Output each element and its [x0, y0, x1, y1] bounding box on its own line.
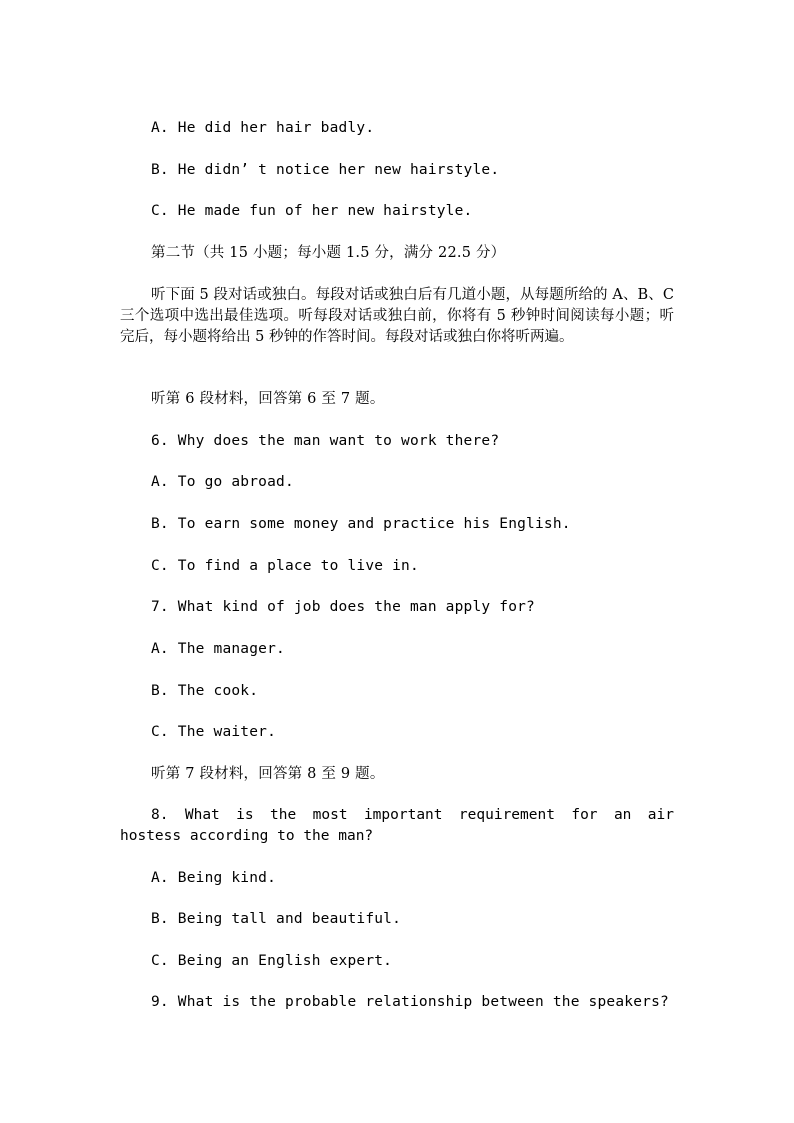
option-c-q5: C. He made fun of her new hairstyle.	[151, 203, 473, 219]
section-heading: 第二节（共 15 小题；每小题 1.5 分，满分 22.5 分）	[151, 245, 506, 261]
option-a-q8: A. Being kind.	[151, 870, 277, 886]
option-b-q8: B. Being tall and beautiful.	[151, 911, 402, 927]
option-c-q6: C. To find a place to live in.	[151, 558, 419, 574]
option-a-q5: A. He did her hair badly.	[151, 120, 375, 136]
section-instructions: 听下面 5 段对话或独白。每段对话或独白后有几道小题，从每题所给的 A、B、C 三个选项中选出最佳选项。听每段对话或独白前，你将有 5 秒钟时间阅读每小题；听完后，每小题将给出 5 秒钟的作答时间。每段对话或独白你将听两遍。	[120, 287, 674, 345]
option-a-q6: A. To go abroad.	[151, 474, 294, 490]
question-9: 9. What is the probable relationship between the speakers?	[151, 994, 669, 1010]
option-b-q6: B. To earn some money and practice his English.	[151, 516, 571, 532]
material-6-heading: 听第 6 段材料，回答第 6 至 7 题。	[151, 391, 385, 407]
question-7: 7. What kind of job does the man apply for?	[151, 599, 535, 615]
material-7-heading: 听第 7 段材料，回答第 8 至 9 题。	[151, 766, 385, 782]
option-c-q8: C. Being an English expert.	[151, 953, 393, 969]
question-8: 8. What is the most important requirement for an air hostess according to the man?	[120, 807, 674, 844]
option-a-q7: A. The manager.	[151, 641, 285, 657]
question-6: 6. Why does the man want to work there?	[151, 433, 500, 449]
option-c-q7: C. The waiter.	[151, 724, 277, 740]
option-b-q5: B. He didn’ t notice her new hairstyle.	[151, 162, 500, 178]
option-b-q7: B. The cook.	[151, 683, 259, 699]
